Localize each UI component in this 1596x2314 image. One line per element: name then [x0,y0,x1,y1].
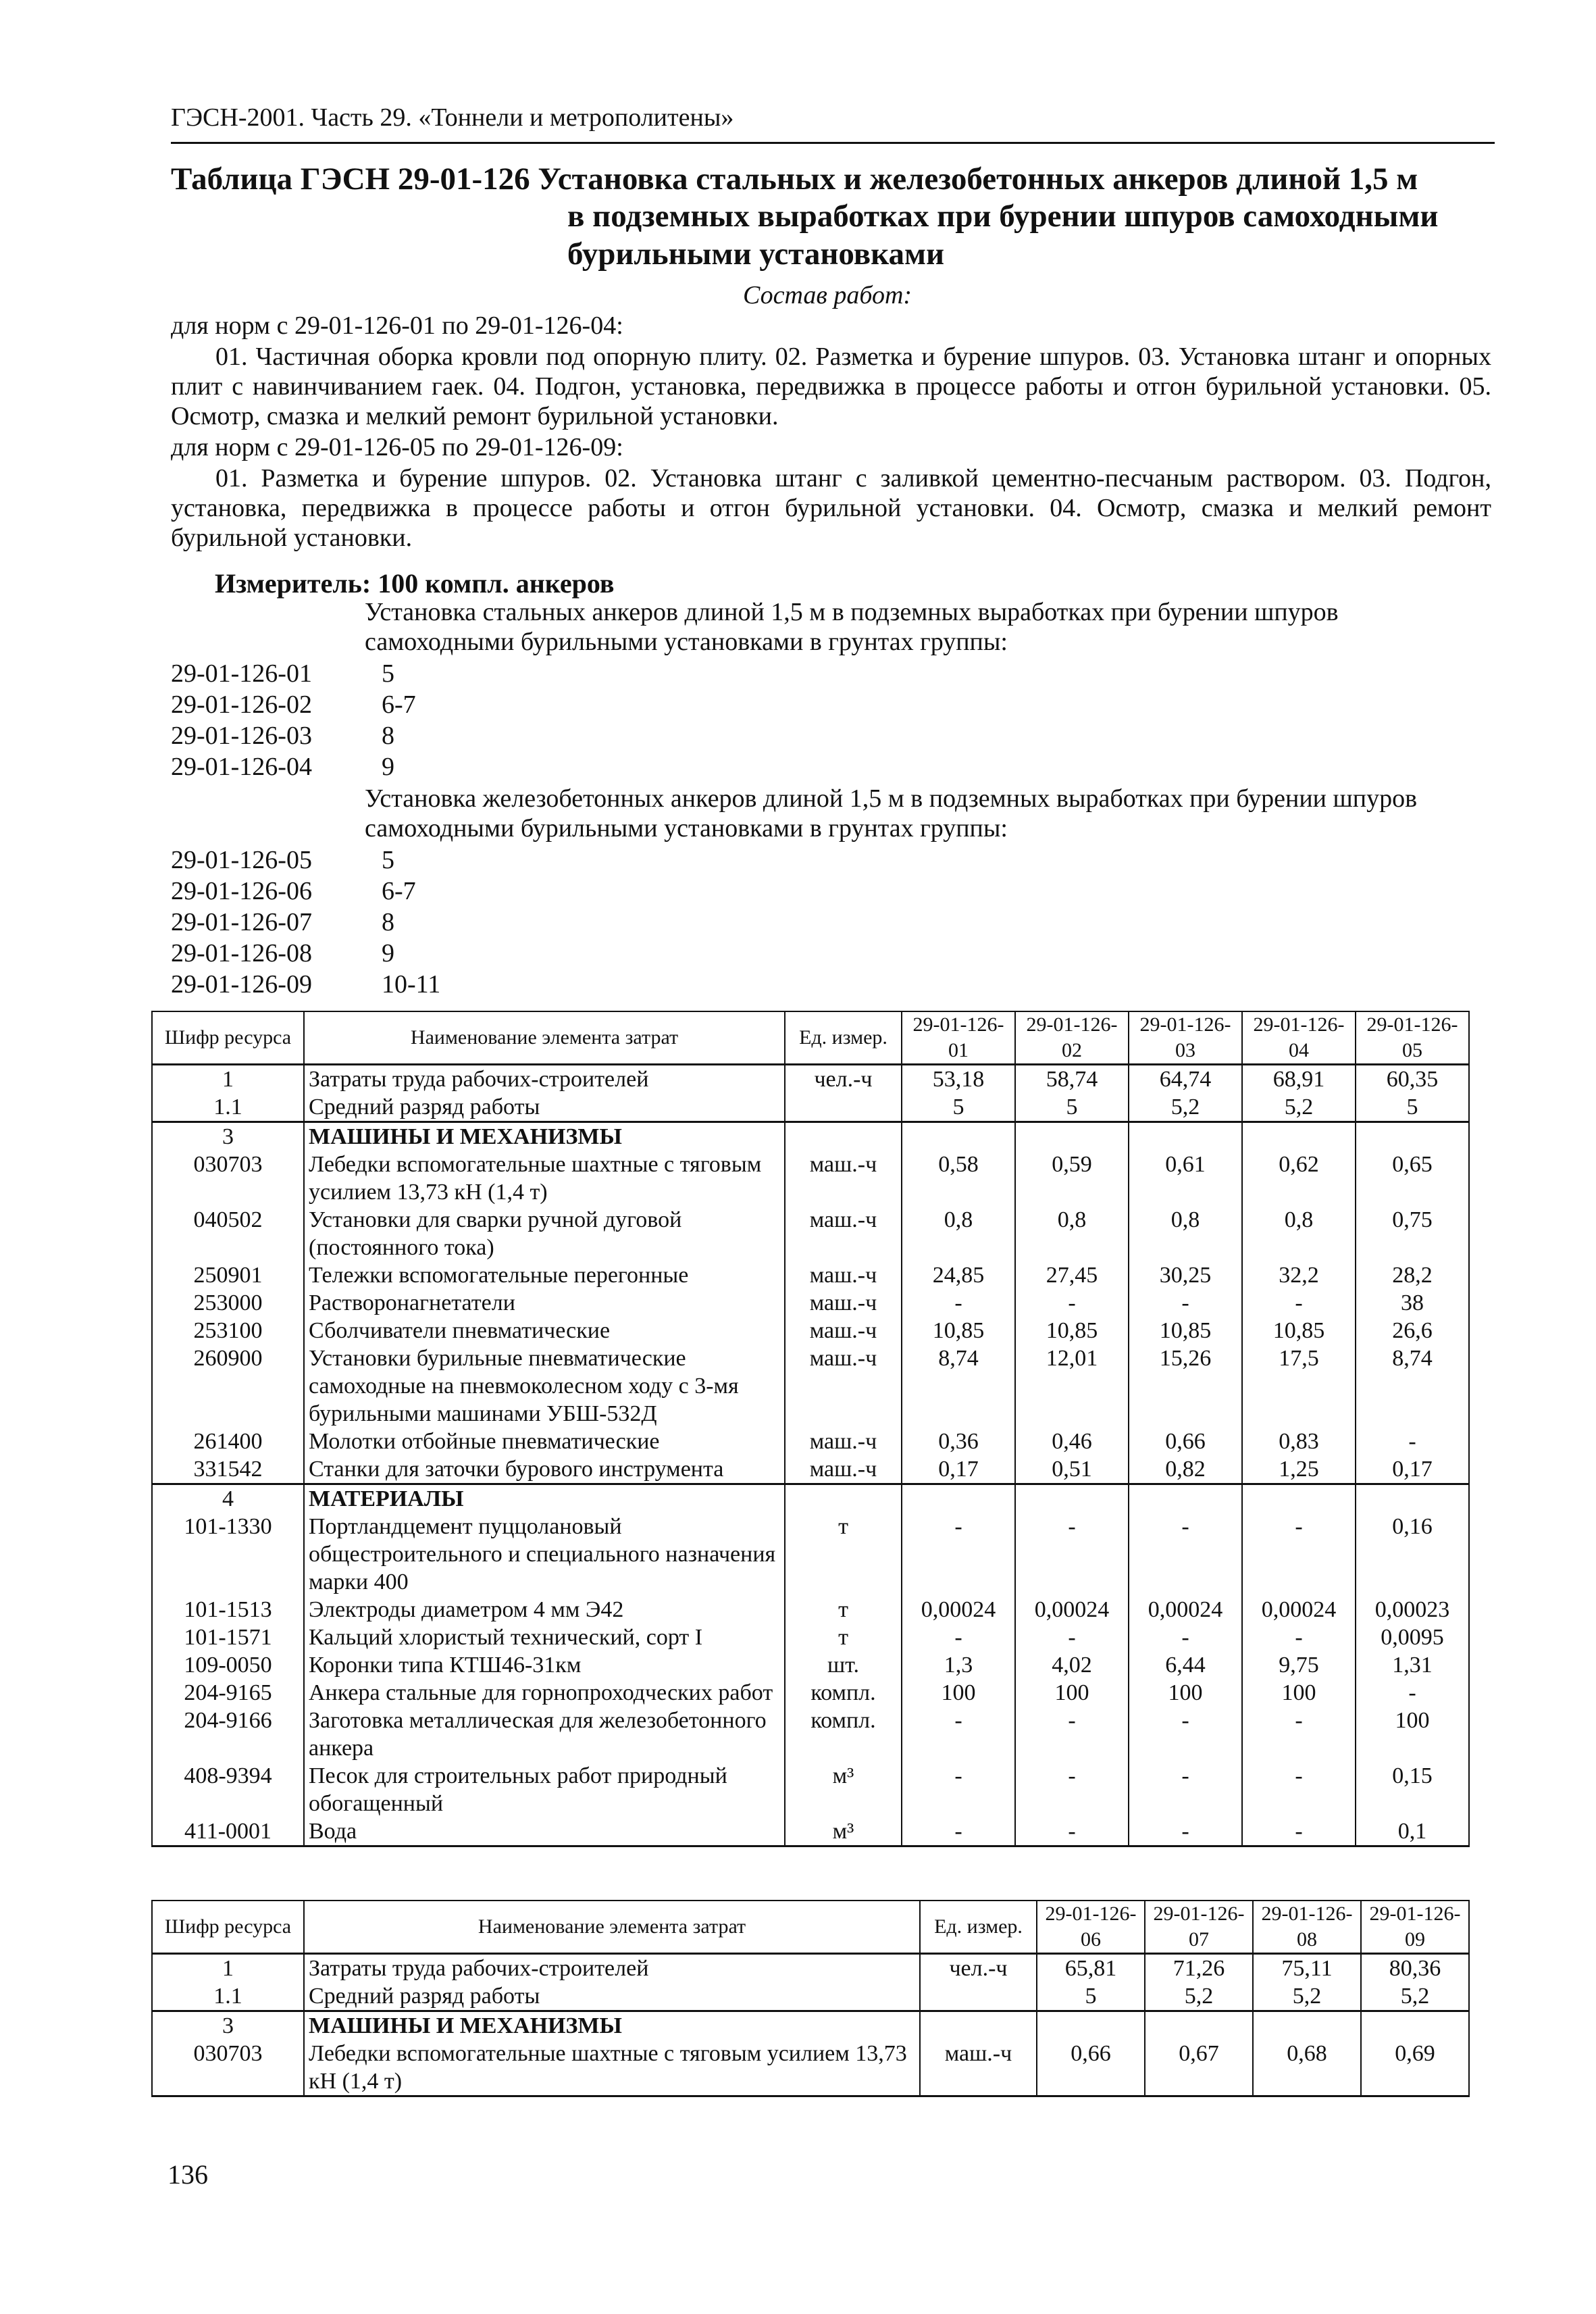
value-cell [1242,1122,1356,1151]
unit-cell: шт. [785,1651,902,1679]
norm-code: 29-01-126-09 [171,970,312,999]
resource-name-cell: Заготовка металлическая для железобетонного анкера [304,1707,785,1762]
resource-code-cell: 1.1 [152,1982,304,2011]
value-cell [1361,2011,1469,2040]
table-row [152,1093,1469,1122]
value-cell: 6,44 [1129,1651,1242,1679]
column-header: 29-01-126-09 [1361,1901,1469,1954]
resource-name-cell: Коронки типа КТШ46-31км [304,1651,785,1679]
value-cell: - [1015,1817,1129,1846]
value-cell: 0,68 [1253,2040,1361,2096]
resource-code-cell: 101-1571 [152,1624,304,1651]
value-cell: 10,85 [1129,1317,1242,1344]
column-header: Наименование элемента затрат [304,1901,920,1954]
resource-name-cell: МАШИНЫ И МЕХАНИЗМЫ [304,2011,920,2040]
resource-name-cell: Растворонагнетатели [304,1289,785,1317]
value-cell: 5,2 [1242,1093,1356,1122]
unit-cell: маш.-ч [785,1289,902,1317]
resource-table-2 [151,1900,1470,2097]
value-cell: 0,00024 [1129,1596,1242,1624]
value-cell: 5,2 [1253,1982,1361,2011]
resource-code-cell: 3 [152,1122,304,1151]
resource-code-cell: 253100 [152,1317,304,1344]
title-line-3: бурильными установками [567,236,945,272]
table-row [152,1651,1469,1679]
title-line-2: в подземных выработках при бурении шпуров самоходными [567,199,1439,234]
unit-cell [920,1982,1037,2011]
resource-code-cell: 030703 [152,2040,304,2096]
value-cell: 0,51 [1015,1455,1129,1484]
title-line-1: Таблица ГЭСН 29-01-126 Установка стальных и железобетонных анкеров длиной 1,5 м [171,161,1418,197]
norm-soil-group: 6-7 [382,877,416,905]
value-cell [1253,2011,1361,2040]
column-header: 29-01-126-05 [1356,1011,1469,1065]
value-cell: - [1015,1707,1129,1762]
norm-code: 29-01-126-06 [171,877,312,905]
resource-code-cell: 3 [152,2011,304,2040]
resource-code-cell: 250901 [152,1261,304,1289]
value-cell: 0,75 [1356,1206,1469,1261]
unit-cell [785,1484,902,1513]
value-cell: - [902,1707,1015,1762]
value-cell: 30,25 [1129,1261,1242,1289]
norm-row [171,659,779,690]
section2-intro: для норм с 29-01-126-05 по 29-01-126-09: [171,433,623,461]
value-cell: 27,45 [1015,1261,1129,1289]
resource-code-cell: 260900 [152,1344,304,1428]
value-cell: 9,75 [1242,1651,1356,1679]
resource-name-cell: Кальций хлористый технический, сорт I [304,1624,785,1651]
table-row [152,1122,1469,1151]
value-cell: - [1015,1513,1129,1596]
group2-description: Установка железобетонных анкеров длиной 1,5 м в подземных выработках при бурении шпуров самоходными бурильными установками в грунтах группы: [365,784,1418,842]
resource-code-cell: 204-9165 [152,1679,304,1707]
table-row [152,1484,1469,1513]
unit-cell: м³ [785,1762,902,1817]
value-cell: 60,35 [1356,1065,1469,1094]
resource-name-cell: Лебедки вспомогательные шахтные с тяговым усилием 13,73 кН (1,4 т) [304,1151,785,1206]
value-cell: 17,5 [1242,1344,1356,1428]
value-cell [1129,1484,1242,1513]
value-cell: - [1242,1762,1356,1817]
resource-name-cell: Станки для заточки бурового инструмента [304,1455,785,1484]
table-row [152,1428,1469,1455]
value-cell: - [1129,1707,1242,1762]
norm-soil-group: 5 [382,659,394,688]
unit-cell: т [785,1513,902,1596]
unit-cell: маш.-ч [920,2040,1037,2096]
section1-intro: для норм с 29-01-126-01 по 29-01-126-04: [171,311,623,340]
value-cell [1356,1122,1469,1151]
value-cell: 80,36 [1361,1954,1469,1983]
value-cell [1129,1122,1242,1151]
table-row [152,1317,1469,1344]
unit-cell: т [785,1624,902,1651]
resource-name-cell: Молотки отбойные пневматические [304,1428,785,1455]
resource-code-cell: 4 [152,1484,304,1513]
resource-name-cell: Средний разряд работы [304,1982,920,2011]
value-cell: 0,36 [902,1428,1015,1455]
resource-name-cell: Сболчиватели пневматические [304,1317,785,1344]
resource-code-cell: 030703 [152,1151,304,1206]
value-cell: 0,83 [1242,1428,1356,1455]
value-cell: 5,2 [1361,1982,1469,2011]
resource-name-cell: Лебедки вспомогательные шахтные с тяговым усилием 13,73 кН (1,4 т) [304,2040,920,2096]
value-cell: 0,16 [1356,1513,1469,1596]
value-cell: 24,85 [902,1261,1015,1289]
resource-code-cell: 253000 [152,1289,304,1317]
value-cell: 32,2 [1242,1261,1356,1289]
value-cell: 5 [902,1093,1015,1122]
section2-text: 01. Разметка и бурение шпуров. 02. Установка штанг с заливкой цементно-песчаным раствором. 03. Подгон, установка, передвижка в процессе работы и отгон бурильной установки. 04. Осмотр, смазка и мелкий ремонт бурильной установки. [171,464,1491,552]
value-cell: 0,62 [1242,1151,1356,1206]
resource-name-cell: Электроды диаметром 4 мм Э42 [304,1596,785,1624]
value-cell: 65,81 [1037,1954,1145,1983]
value-cell: 1,25 [1242,1455,1356,1484]
norm-code: 29-01-126-08 [171,939,312,967]
value-cell: - [1242,1817,1356,1846]
resource-name-cell: Портландцемент пуццолановый общестроительного и специального назначения марки 400 [304,1513,785,1596]
table-row [152,1817,1469,1846]
value-cell: 0,17 [1356,1455,1469,1484]
resource-name-cell: МАТЕРИАЛЫ [304,1484,785,1513]
value-cell: 0,8 [902,1206,1015,1261]
norm-row [171,970,779,1001]
value-cell: - [1356,1679,1469,1707]
value-cell: 5,2 [1145,1982,1253,2011]
norm-row [171,690,779,721]
unit-cell: компл. [785,1707,902,1762]
table-row [152,1679,1469,1707]
table-row [152,1289,1469,1317]
resource-table-1 [151,1011,1470,1847]
norm-soil-group: 5 [382,846,394,874]
column-header: Ед. измер. [785,1011,902,1065]
value-cell: 100 [1356,1707,1469,1762]
unit-cell: чел.-ч [920,1954,1037,1983]
resource-name-cell: Тележки вспомогательные перегонные [304,1261,785,1289]
resource-name-cell: Затраты труда рабочих-строителей [304,1954,920,1983]
unit-cell: маш.-ч [785,1455,902,1484]
table-row [152,1344,1469,1428]
value-cell: 0,1 [1356,1817,1469,1846]
resource-code-cell: 1.1 [152,1093,304,1122]
value-cell: 10,85 [1015,1317,1129,1344]
value-cell: 75,11 [1253,1954,1361,1983]
unit-cell: маш.-ч [785,1206,902,1261]
page-number: 136 [168,2159,208,2190]
norm-row [171,845,779,876]
value-cell: 0,59 [1015,1151,1129,1206]
column-header: 29-01-126-08 [1253,1901,1361,1954]
value-cell: 0,0095 [1356,1624,1469,1651]
column-header: 29-01-126-02 [1015,1011,1129,1065]
value-cell: 5 [1015,1093,1129,1122]
group1-description: Установка стальных анкеров длиной 1,5 м в подземных выработках при бурении шпуров самоходными бурильными установками в грунтах группы: [365,598,1339,656]
value-cell: 0,61 [1129,1151,1242,1206]
value-cell: 0,00024 [902,1596,1015,1624]
norm-row [171,907,779,938]
measure-unit: Измеритель: 100 компл. анкеров [215,568,615,599]
column-header: 29-01-126-06 [1037,1901,1145,1954]
value-cell: 5,2 [1129,1093,1242,1122]
value-cell: 0,00023 [1356,1596,1469,1624]
value-cell [902,1122,1015,1151]
value-cell: - [1242,1707,1356,1762]
unit-cell: маш.-ч [785,1261,902,1289]
value-cell: 100 [902,1679,1015,1707]
norm-row [171,752,779,783]
resource-code-cell: 204-9166 [152,1707,304,1762]
table-row [152,1624,1469,1651]
value-cell: 64,74 [1129,1065,1242,1094]
value-cell: 0,58 [902,1151,1015,1206]
value-cell: 0,15 [1356,1762,1469,1817]
value-cell: 10,85 [902,1317,1015,1344]
table-row [152,1762,1469,1817]
value-cell: - [1242,1513,1356,1596]
norm-row [171,876,779,907]
norm-soil-group: 6-7 [382,690,416,719]
resource-name-cell: МАШИНЫ И МЕХАНИЗМЫ [304,1122,785,1151]
unit-cell: т [785,1596,902,1624]
column-header: 29-01-126-03 [1129,1011,1242,1065]
unit-cell [920,2011,1037,2040]
value-cell [1145,2011,1253,2040]
value-cell: - [1129,1513,1242,1596]
resource-name-cell: Средний разряд работы [304,1093,785,1122]
value-cell: 0,17 [902,1455,1015,1484]
value-cell: 8,74 [1356,1344,1469,1428]
value-cell: 0,66 [1129,1428,1242,1455]
resource-code-cell: 411-0001 [152,1817,304,1846]
value-cell: - [1242,1289,1356,1317]
table-row [152,1151,1469,1206]
value-cell: 28,2 [1356,1261,1469,1289]
value-cell: - [1356,1428,1469,1455]
value-cell: 15,26 [1129,1344,1242,1428]
norm-code: 29-01-126-01 [171,659,312,688]
resource-code-cell: 261400 [152,1428,304,1455]
unit-cell [785,1122,902,1151]
value-cell: 53,18 [902,1065,1015,1094]
resource-name-cell: Затраты труда рабочих-строителей [304,1065,785,1094]
table-row [152,1982,1469,2011]
table-row [152,1707,1469,1762]
column-header: 29-01-126-01 [902,1011,1015,1065]
value-cell: 0,65 [1356,1151,1469,1206]
work-composition-label: Состав работ: [743,281,912,309]
table-row [152,1513,1469,1596]
unit-cell: маш.-ч [785,1344,902,1428]
value-cell: - [1129,1817,1242,1846]
column-header: 29-01-126-04 [1242,1011,1356,1065]
norm-soil-group: 10-11 [382,970,441,999]
unit-cell: маш.-ч [785,1317,902,1344]
unit-cell [785,1093,902,1122]
table-row [152,2011,1469,2040]
resource-code-cell: 408-9394 [152,1762,304,1817]
norm-soil-group: 9 [382,939,394,967]
resource-code-cell: 331542 [152,1455,304,1484]
value-cell: 0,66 [1037,2040,1145,2096]
value-cell: 8,74 [902,1344,1015,1428]
value-cell: - [1129,1289,1242,1317]
norm-code: 29-01-126-05 [171,846,312,874]
column-header: Шифр ресурса [152,1011,304,1065]
value-cell [1356,1484,1469,1513]
unit-cell: компл. [785,1679,902,1707]
value-cell [1037,2011,1145,2040]
value-cell: - [1129,1762,1242,1817]
value-cell [902,1484,1015,1513]
resource-name-cell: Вода [304,1817,785,1846]
table-row [152,1065,1469,1094]
value-cell: 10,85 [1242,1317,1356,1344]
resource-code-cell: 101-1330 [152,1513,304,1596]
norm-soil-group: 9 [382,753,394,781]
value-cell: 0,46 [1015,1428,1129,1455]
unit-cell: маш.-ч [785,1151,902,1206]
value-cell: 5 [1037,1982,1145,2011]
value-cell: 100 [1129,1679,1242,1707]
value-cell: 12,01 [1015,1344,1129,1428]
table-row [152,1596,1469,1624]
value-cell: 58,74 [1015,1065,1129,1094]
column-header: Ед. измер. [920,1901,1037,1954]
table2-header-row [152,1901,1469,1954]
resource-code-cell: 1 [152,1065,304,1094]
value-cell: 1,3 [902,1651,1015,1679]
resource-code-cell: 101-1513 [152,1596,304,1624]
value-cell: - [1015,1762,1129,1817]
value-cell: - [1015,1289,1129,1317]
value-cell [1242,1484,1356,1513]
unit-cell: чел.-ч [785,1065,902,1094]
resource-name-cell: Анкера стальные для горнопроходческих работ [304,1679,785,1707]
value-cell: 1,31 [1356,1651,1469,1679]
table-row [152,2040,1469,2096]
resource-name-cell: Установки для сварки ручной дуговой (постоянного тока) [304,1206,785,1261]
norm-code: 29-01-126-03 [171,722,312,750]
column-header: 29-01-126-07 [1145,1901,1253,1954]
resource-name-cell: Песок для строительных работ природный обогащенный [304,1762,785,1817]
resource-code-cell: 1 [152,1954,304,1983]
unit-cell: м³ [785,1817,902,1846]
value-cell: 0,8 [1015,1206,1129,1261]
value-cell [1015,1484,1129,1513]
value-cell: - [902,1289,1015,1317]
value-cell: 0,00024 [1015,1596,1129,1624]
value-cell: - [902,1817,1015,1846]
value-cell: 0,82 [1129,1455,1242,1484]
value-cell: 26,6 [1356,1317,1469,1344]
norm-code: 29-01-126-07 [171,908,312,936]
unit-cell: маш.-ч [785,1428,902,1455]
table-title [171,161,1495,273]
value-cell: - [902,1762,1015,1817]
column-header: Наименование элемента затрат [304,1011,785,1065]
table-row [152,1954,1469,1983]
norm-soil-group: 8 [382,722,394,750]
value-cell: - [1242,1624,1356,1651]
value-cell: 0,8 [1129,1206,1242,1261]
norm-soil-group: 8 [382,908,394,936]
value-cell: 0,67 [1145,2040,1253,2096]
value-cell [1015,1122,1129,1151]
value-cell: 0,69 [1361,2040,1469,2096]
norm-row [171,938,779,970]
resource-code-cell: 109-0050 [152,1651,304,1679]
resource-name-cell: Установки бурильные пневматические самоходные на пневмоколесном ходу с 3-мя бурильными машинами УБШ-532Д [304,1344,785,1428]
value-cell: 4,02 [1015,1651,1129,1679]
table-row [152,1261,1469,1289]
value-cell: 0,00024 [1242,1596,1356,1624]
value-cell: 0,8 [1242,1206,1356,1261]
value-cell: 38 [1356,1289,1469,1317]
resource-code-cell: 040502 [152,1206,304,1261]
table-row [152,1455,1469,1484]
value-cell: - [902,1624,1015,1651]
table1-header-row [152,1011,1469,1065]
value-cell: 68,91 [1242,1065,1356,1094]
value-cell: 100 [1242,1679,1356,1707]
value-cell: - [1015,1624,1129,1651]
section1-text: 01. Частичная оборка кровли под опорную плиту. 02. Разметка и бурение шпуров. 03. Установка штанг и опорных плит с навинчиванием гаек. 04. Подгон, установка, передвижка в процессе работы и отгон бурильной установки. 05. Осмотр, смазка и мелкий ремонт бурильной установки. [171,343,1491,430]
value-cell: 100 [1015,1679,1129,1707]
table-row [152,1206,1469,1261]
norm-row [171,721,779,752]
value-cell: - [902,1513,1015,1596]
norm-code: 29-01-126-02 [171,690,312,719]
value-cell: 71,26 [1145,1954,1253,1983]
norm-code: 29-01-126-04 [171,753,312,781]
value-cell: 5 [1356,1093,1469,1122]
running-header: ГЭСН-2001. Часть 29. «Тоннели и метрополитены» [171,103,1495,144]
column-header: Шифр ресурса [152,1901,304,1954]
value-cell: - [1129,1624,1242,1651]
